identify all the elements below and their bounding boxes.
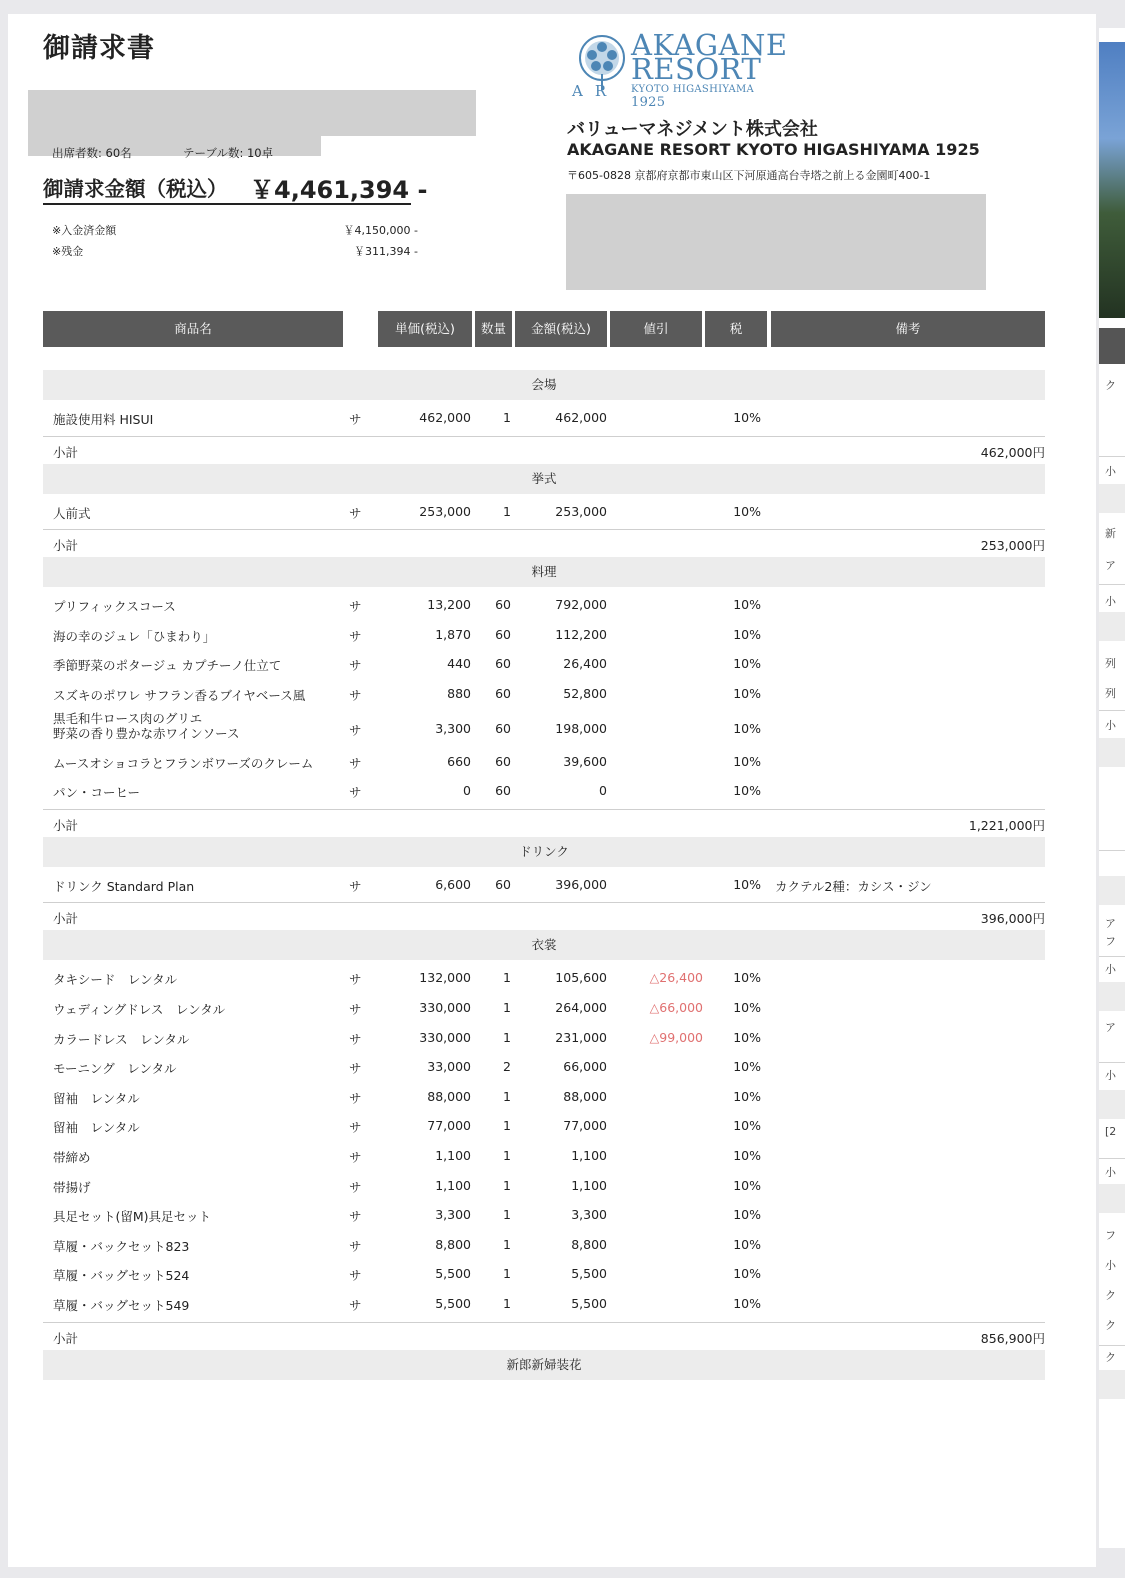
next-page-divider bbox=[1099, 1090, 1125, 1119]
subtotal-label: 小計 bbox=[53, 538, 79, 554]
service-charge-mark: サ bbox=[349, 722, 362, 738]
amount: 1,100 bbox=[571, 1148, 607, 1163]
subtotal-value: 856,900円 bbox=[980, 1330, 1045, 1346]
table-row bbox=[43, 775, 1045, 805]
service-charge-mark: サ bbox=[349, 628, 362, 644]
header-discount: 値引 bbox=[610, 311, 702, 347]
quantity: 1 bbox=[503, 1000, 511, 1015]
subtotal-value: 396,000円 bbox=[980, 911, 1045, 927]
table-row bbox=[43, 1022, 1045, 1052]
subtotal-label: 小計 bbox=[53, 911, 79, 927]
quantity: 60 bbox=[495, 753, 511, 769]
table-row bbox=[43, 619, 1045, 649]
amount: 26,400 bbox=[563, 656, 607, 672]
item-name: 具足セット(留M)具足セット bbox=[53, 1209, 212, 1225]
next-page-fragment: 小 bbox=[1105, 465, 1116, 478]
tax-rate: 10% bbox=[733, 753, 761, 769]
service-charge-mark: サ bbox=[349, 599, 362, 615]
next-page-preview bbox=[1099, 28, 1125, 1548]
next-page-divider bbox=[1099, 456, 1125, 457]
quantity: 1 bbox=[503, 1266, 511, 1282]
tax-rate: 10% bbox=[733, 1000, 761, 1015]
tax-rate: 10% bbox=[733, 686, 761, 701]
table-row bbox=[43, 1110, 1045, 1140]
unit-price: 660 bbox=[447, 753, 471, 769]
section-header: 料理 bbox=[43, 557, 1045, 587]
redacted-issuer-info bbox=[566, 194, 986, 290]
next-page-divider bbox=[1099, 1062, 1125, 1063]
logo-monogram: AR bbox=[572, 82, 619, 100]
subtotal-row bbox=[43, 809, 1045, 838]
quantity: 60 bbox=[495, 876, 511, 892]
amount: 5,500 bbox=[571, 1266, 607, 1282]
quantity: 1 bbox=[503, 1296, 511, 1311]
subtotal-value: 1,221,000円 bbox=[968, 817, 1045, 833]
unit-price: 440 bbox=[447, 656, 471, 672]
service-charge-mark: サ bbox=[349, 755, 362, 771]
item-name-line1: 黒毛和牛ロース肉のグリエ bbox=[53, 710, 203, 726]
next-page-fragment: ク bbox=[1105, 379, 1116, 392]
quantity: 1 bbox=[503, 1236, 511, 1252]
unit-price: 3,300 bbox=[435, 1207, 471, 1223]
tax-rate: 10% bbox=[733, 1177, 761, 1193]
tax-rate: 10% bbox=[733, 1088, 761, 1104]
item-name: タキシード レンタル bbox=[53, 972, 178, 988]
tax-rate: 10% bbox=[733, 1148, 761, 1163]
amount: 77,000 bbox=[563, 1118, 607, 1134]
header-name: 商品名 bbox=[43, 311, 343, 347]
table-row bbox=[43, 962, 1045, 992]
unit-price: 330,000 bbox=[419, 1029, 471, 1045]
service-charge-mark: サ bbox=[349, 1179, 362, 1195]
next-page-fragment: ア bbox=[1105, 917, 1116, 930]
tax-rate: 10% bbox=[733, 626, 761, 642]
item-name: ドリンク Standard Plan bbox=[53, 878, 195, 894]
amount: 253,000 bbox=[555, 503, 607, 519]
tax-rate: 10% bbox=[733, 1118, 761, 1134]
table-row bbox=[43, 869, 1045, 899]
unit-price: 880 bbox=[447, 686, 471, 701]
company-name-en: AKAGANE RESORT KYOTO HIGASHIYAMA 1925 bbox=[567, 140, 980, 159]
next-page-fragment: 小 bbox=[1105, 963, 1116, 976]
unit-price: 8,800 bbox=[435, 1236, 471, 1252]
table-row bbox=[43, 1081, 1045, 1111]
service-charge-mark: サ bbox=[349, 1002, 362, 1017]
next-page-divider bbox=[1099, 1184, 1125, 1213]
unit-price: 1,100 bbox=[435, 1148, 471, 1163]
unit-price: 1,100 bbox=[435, 1177, 471, 1193]
next-page-fragment: フ bbox=[1105, 1229, 1116, 1242]
next-page-divider bbox=[1099, 484, 1125, 513]
subtotal-value: 253,000円 bbox=[980, 538, 1045, 554]
logo-line1: AKAGANE bbox=[631, 28, 788, 62]
table-row bbox=[43, 1170, 1045, 1200]
service-charge-mark: サ bbox=[349, 1120, 362, 1136]
unit-price: 5,500 bbox=[435, 1266, 471, 1282]
tax-rate: 10% bbox=[733, 1296, 761, 1311]
item-name: プリフィックスコース bbox=[53, 599, 176, 615]
paid-amount-value: ￥4,150,000 - bbox=[343, 224, 418, 237]
service-charge-mark: サ bbox=[349, 972, 362, 988]
table-row bbox=[43, 1288, 1045, 1318]
amount: 66,000 bbox=[563, 1059, 607, 1075]
table-row bbox=[43, 746, 1045, 776]
amount: 39,600 bbox=[563, 753, 607, 769]
item-name: 草履・バッグセット549 bbox=[53, 1298, 190, 1313]
tax-rate: 10% bbox=[733, 503, 761, 519]
item-name: 留袖 レンタル bbox=[53, 1120, 140, 1136]
item-name: 帯揚げ bbox=[53, 1179, 91, 1195]
table-header bbox=[43, 311, 1045, 347]
next-page-divider bbox=[1099, 876, 1125, 905]
table-row bbox=[43, 1199, 1045, 1229]
service-charge-mark: サ bbox=[349, 658, 362, 674]
table-row bbox=[43, 1051, 1045, 1081]
service-charge-mark: サ bbox=[349, 1031, 362, 1047]
next-page-fragment: 小 bbox=[1105, 1259, 1116, 1272]
service-charge-mark: サ bbox=[349, 688, 362, 703]
service-charge-mark: サ bbox=[349, 505, 362, 521]
total-amount-underline bbox=[43, 203, 411, 205]
amount: 198,000 bbox=[555, 720, 607, 736]
unit-price: 77,000 bbox=[427, 1118, 471, 1134]
next-page-divider bbox=[1099, 738, 1125, 767]
next-page-fragment: 新 bbox=[1105, 527, 1116, 540]
logo-line3 bbox=[631, 84, 788, 110]
next-page-fragment: ク bbox=[1105, 1289, 1116, 1302]
amount: 112,200 bbox=[555, 626, 607, 642]
item-name-line2: 野菜の香り豊かな赤ワインソース bbox=[53, 725, 240, 741]
table-row bbox=[43, 1140, 1045, 1170]
tax-rate: 10% bbox=[733, 970, 761, 986]
discount: △26,400 bbox=[649, 970, 703, 986]
logo-subtitle: KYOTO HIGASHIYAMA bbox=[631, 84, 755, 95]
venue-photo bbox=[1099, 42, 1125, 318]
table-row bbox=[43, 678, 1045, 708]
item-name: カラードレス レンタル bbox=[53, 1031, 190, 1047]
item-name: スズキのポワレ サフラン香るブイヤベース風 bbox=[53, 688, 306, 703]
header-amount: 金額(税込) bbox=[515, 311, 607, 347]
table-row bbox=[43, 402, 1045, 432]
next-page-divider bbox=[1099, 612, 1125, 641]
tax-rate: 10% bbox=[733, 656, 761, 672]
unit-price: 88,000 bbox=[427, 1088, 471, 1104]
next-page-fragment: ク bbox=[1105, 1319, 1116, 1332]
header-note: 備考 bbox=[771, 311, 1045, 347]
quantity: 60 bbox=[495, 597, 511, 613]
quantity: 1 bbox=[503, 1118, 511, 1134]
section-header: 会場 bbox=[43, 370, 1045, 400]
next-page-fragment: ア bbox=[1105, 559, 1116, 572]
document-title: 御請求書 bbox=[43, 33, 155, 64]
next-page-fragment: 列 bbox=[1105, 687, 1116, 700]
quantity: 1 bbox=[503, 410, 511, 425]
unit-price: 33,000 bbox=[427, 1059, 471, 1075]
amount: 462,000 bbox=[555, 410, 607, 425]
unit-price: 13,200 bbox=[427, 597, 471, 613]
amount: 52,800 bbox=[563, 686, 607, 701]
subtotal-label: 小計 bbox=[53, 817, 79, 833]
subtotal-value: 462,000円 bbox=[980, 444, 1045, 460]
subtotal-row bbox=[43, 529, 1045, 558]
item-name: 季節野菜のポタージュ カプチーノ仕立て bbox=[53, 658, 282, 674]
balance-label: ※残金 bbox=[52, 245, 84, 258]
item-name: 草履・バックセット823 bbox=[53, 1238, 190, 1254]
next-page-divider bbox=[1099, 982, 1125, 1011]
quantity: 60 bbox=[495, 720, 511, 736]
next-page-fragment: ク bbox=[1105, 1351, 1116, 1364]
service-charge-mark: サ bbox=[349, 1238, 362, 1254]
service-charge-mark: サ bbox=[349, 1209, 362, 1225]
quantity: 60 bbox=[495, 783, 511, 799]
section-header: 挙式 bbox=[43, 464, 1045, 494]
tax-rate: 10% bbox=[733, 1236, 761, 1252]
paid-amount-label: ※入金済金額 bbox=[52, 224, 117, 237]
quantity: 1 bbox=[503, 1148, 511, 1163]
quantity: 1 bbox=[503, 1088, 511, 1104]
amount: 105,600 bbox=[555, 970, 607, 986]
tax-rate: 10% bbox=[733, 876, 761, 892]
unit-price: 0 bbox=[463, 783, 471, 799]
item-name: ムースオショコラとフランボワーズのクレーム bbox=[53, 755, 314, 771]
section-header: 新郎新婦装花 bbox=[43, 1350, 1045, 1380]
quantity: 1 bbox=[503, 970, 511, 986]
quantity: 1 bbox=[503, 1177, 511, 1193]
quantity: 2 bbox=[503, 1059, 511, 1075]
table-row bbox=[43, 1229, 1045, 1259]
service-charge-mark: サ bbox=[349, 1061, 362, 1077]
next-page-fragment: 小 bbox=[1105, 719, 1116, 732]
service-charge-mark: サ bbox=[349, 1090, 362, 1106]
item-name: 人前式 bbox=[53, 505, 91, 521]
next-page-fragment: 小 bbox=[1105, 1166, 1116, 1179]
next-page-fragment: 列 bbox=[1105, 657, 1116, 670]
tax-rate: 10% bbox=[733, 783, 761, 799]
amount: 0 bbox=[599, 783, 607, 799]
table-count: テーブル数: 10卓 bbox=[183, 146, 274, 160]
next-page-fragment: ア bbox=[1105, 1021, 1116, 1034]
tax-rate: 10% bbox=[733, 1059, 761, 1075]
header-unit: 単価(税込) bbox=[378, 311, 472, 347]
subtotal-row bbox=[43, 1322, 1045, 1351]
item-name: ウェディングドレス レンタル bbox=[53, 1002, 226, 1017]
next-page-divider bbox=[1099, 1345, 1125, 1346]
next-page-fragment: 小 bbox=[1105, 595, 1116, 608]
table-row bbox=[43, 1258, 1045, 1288]
service-charge-mark: サ bbox=[349, 1150, 362, 1165]
logo-line2: RESORT bbox=[631, 52, 762, 86]
company-address: 〒605-0828 京都府京都市東山区下河原通高台寺塔之前上る金園町400-1 bbox=[567, 169, 931, 182]
amount: 264,000 bbox=[555, 1000, 607, 1015]
guest-count: 出席者数: 60名 bbox=[52, 146, 132, 160]
unit-price: 132,000 bbox=[419, 970, 471, 986]
section-header: 衣裳 bbox=[43, 930, 1045, 960]
quantity: 1 bbox=[503, 503, 511, 519]
next-page-divider bbox=[1099, 1158, 1125, 1159]
service-charge-mark: サ bbox=[349, 785, 362, 801]
quantity: 1 bbox=[503, 1029, 511, 1045]
unit-price: 1,870 bbox=[435, 626, 471, 642]
next-page-table-header bbox=[1099, 328, 1125, 364]
table-row bbox=[43, 589, 1045, 619]
subtotal-label: 小計 bbox=[53, 444, 79, 460]
table-row bbox=[43, 496, 1045, 526]
subtotal-label: 小計 bbox=[53, 1330, 79, 1346]
amount: 8,800 bbox=[571, 1236, 607, 1252]
next-page-divider bbox=[1099, 1370, 1125, 1399]
amount: 396,000 bbox=[555, 876, 607, 892]
unit-price: 253,000 bbox=[419, 503, 471, 519]
table-row bbox=[43, 708, 1045, 746]
item-note: カクテル2種：カシス・ジン bbox=[775, 878, 932, 894]
next-page-divider bbox=[1099, 584, 1125, 585]
subtotal-row bbox=[43, 436, 1045, 465]
quantity: 60 bbox=[495, 686, 511, 701]
total-amount-label: 御請求金額（税込） bbox=[43, 177, 228, 201]
item-name: 草履・バッグセット524 bbox=[53, 1268, 190, 1284]
quantity: 1 bbox=[503, 1207, 511, 1223]
total-amount-value: ￥4,461,394 - bbox=[250, 176, 428, 204]
quantity: 60 bbox=[495, 626, 511, 642]
tax-rate: 10% bbox=[733, 1266, 761, 1282]
amount: 1,100 bbox=[571, 1177, 607, 1193]
unit-price: 462,000 bbox=[419, 410, 471, 425]
item-name bbox=[53, 711, 240, 741]
tax-rate: 10% bbox=[733, 720, 761, 736]
item-name: モーニング レンタル bbox=[53, 1061, 177, 1077]
unit-price: 5,500 bbox=[435, 1296, 471, 1311]
next-page-divider bbox=[1099, 850, 1125, 851]
amount: 792,000 bbox=[555, 597, 607, 613]
discount: △99,000 bbox=[649, 1029, 703, 1045]
discount: △66,000 bbox=[649, 1000, 703, 1015]
table-row bbox=[43, 648, 1045, 678]
subtotal-row bbox=[43, 902, 1045, 931]
tax-rate: 10% bbox=[733, 410, 761, 425]
company-name-ja: バリューマネジメント株式会社 bbox=[567, 119, 818, 140]
unit-price: 330,000 bbox=[419, 1000, 471, 1015]
amount: 231,000 bbox=[555, 1029, 607, 1045]
balance-value: ￥311,394 - bbox=[354, 245, 418, 258]
service-charge-mark: サ bbox=[349, 1268, 362, 1284]
item-name: 帯締め bbox=[53, 1150, 91, 1165]
next-page-divider bbox=[1099, 710, 1125, 711]
header-qty: 数量 bbox=[475, 311, 512, 347]
akagane-resort-logo bbox=[568, 28, 788, 110]
next-page-fragment: [2 bbox=[1105, 1125, 1117, 1138]
section-header: ドリンク bbox=[43, 837, 1045, 867]
item-name: 留袖 レンタル bbox=[53, 1090, 140, 1106]
amount: 3,300 bbox=[571, 1207, 607, 1223]
item-name: 施設使用料 HISUI bbox=[53, 412, 154, 427]
unit-price: 3,300 bbox=[435, 720, 471, 736]
amount: 88,000 bbox=[563, 1088, 607, 1104]
next-page-fragment: 小 bbox=[1105, 1069, 1116, 1082]
tax-rate: 10% bbox=[733, 1029, 761, 1045]
redacted-recipient bbox=[28, 90, 476, 136]
table-row bbox=[43, 992, 1045, 1022]
next-page-divider bbox=[1099, 956, 1125, 957]
quantity: 60 bbox=[495, 656, 511, 672]
amount: 5,500 bbox=[571, 1296, 607, 1311]
service-charge-mark: サ bbox=[349, 878, 362, 894]
header-tax: 税 bbox=[705, 311, 767, 347]
unit-price: 6,600 bbox=[435, 876, 471, 892]
next-page-fragment: フ bbox=[1105, 935, 1116, 948]
item-name: 海の幸のジュレ「ひまわり」 bbox=[53, 628, 216, 644]
logo-year: 1925 bbox=[631, 95, 666, 110]
service-charge-mark: サ bbox=[349, 1298, 362, 1313]
service-charge-mark: サ bbox=[349, 412, 362, 427]
tax-rate: 10% bbox=[733, 1207, 761, 1223]
item-name: パン・コーヒー bbox=[53, 785, 141, 801]
tax-rate: 10% bbox=[733, 597, 761, 613]
